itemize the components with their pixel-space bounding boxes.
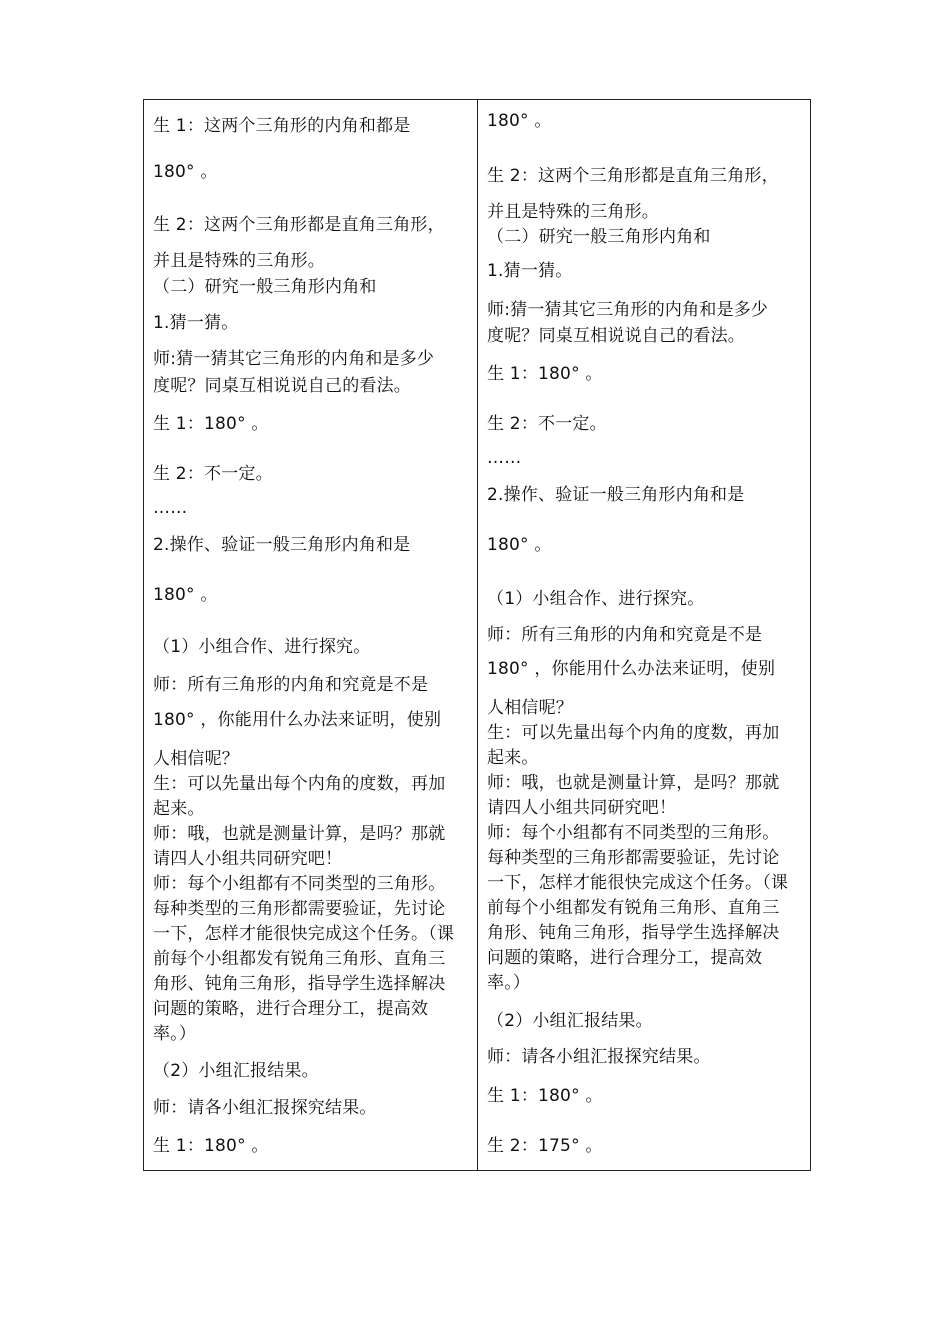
column-divider [477, 100, 478, 1170]
text-line: 角形、钝角三角形，指导学生选择解决 [487, 923, 780, 943]
text-line: （二）研究一般三角形内角和 [153, 277, 377, 297]
text-line: （2）小组汇报结果。 [487, 1011, 653, 1031]
text-line: 度呢？同桌互相说说自己的看法。 [487, 326, 745, 346]
text-line: 生 2：175° 。 [487, 1136, 603, 1156]
text-line: 起来。 [487, 748, 539, 768]
text-line: 前每个小组都发有锐角三角形、直角三 [487, 898, 780, 918]
text-line: 人相信呢？ [153, 749, 239, 769]
text-line: 生 1：180° 。 [487, 364, 603, 384]
text-line: 生 1：180° 。 [153, 414, 269, 434]
text-line: 一下，怎样才能很快完成这个任务。（课 [487, 873, 789, 893]
text-line: 生 2：这两个三角形都是直角三角形， [487, 166, 779, 186]
text-line: 每种类型的三角形都需要验证，先讨论 [487, 848, 780, 868]
text-line: 180° 。 [153, 585, 218, 605]
text-line: 请四人小组共同研究吧！ [153, 849, 343, 869]
text-line: 请四人小组共同研究吧！ [487, 798, 677, 818]
text-line: 180° 。 [487, 111, 552, 131]
text-line: （二）研究一般三角形内角和 [487, 227, 711, 247]
text-line: 师:猜一猜其它三角形的内角和是多少 [153, 349, 435, 369]
text-line: 并且是特殊的三角形。 [153, 251, 325, 271]
text-line: 师：请各小组汇报探究结果。 [153, 1098, 377, 1118]
text-line: 率。） [487, 973, 531, 993]
text-line: 角形、钝角三角形，指导学生选择解决 [153, 974, 446, 994]
text-line: 生 1：这两个三角形的内角和都是 [153, 116, 411, 136]
text-line: 问题的策略，进行合理分工，提高效 [153, 999, 429, 1019]
text-line: 2.操作、验证一般三角形内角和是 [487, 485, 745, 505]
text-line: 180° 。 [153, 162, 218, 182]
text-line: 1.猜一猜。 [487, 261, 573, 281]
text-line: 每种类型的三角形都需要验证，先讨论 [153, 899, 446, 919]
text-line: （1）小组合作、进行探究。 [487, 589, 705, 609]
text-line: 师：每个小组都有不同类型的三角形。 [487, 823, 780, 843]
text-line: 前每个小组都发有锐角三角形、直角三 [153, 949, 446, 969]
text-line: 师：所有三角形的内角和究竟是不是 [153, 675, 429, 695]
text-line: 生 1：180° 。 [487, 1086, 603, 1106]
text-line: 180° ，你能用什么办法来证明，使别 [487, 659, 776, 679]
text-line: （1）小组合作、进行探究。 [153, 637, 371, 657]
text-line: 生 2：不一定。 [153, 464, 273, 484]
text-line: 180° ，你能用什么办法来证明，使别 [153, 710, 442, 730]
text-line: 师：哦，也就是测量计算，是吗？那就 [487, 773, 780, 793]
text-line: 人相信呢？ [487, 698, 573, 718]
text-line: 率。） [153, 1024, 197, 1044]
text-line: （2）小组汇报结果。 [153, 1061, 319, 1081]
text-line: 问题的策略，进行合理分工，提高效 [487, 948, 763, 968]
text-line: 生 2：这两个三角形都是直角三角形， [153, 215, 445, 235]
lesson-table [143, 99, 811, 1171]
text-line: 生：可以先量出每个内角的度数，再加 [487, 723, 780, 743]
text-line: …… [487, 448, 522, 468]
text-line: 师：每个小组都有不同类型的三角形。 [153, 874, 446, 894]
text-line: 师：请各小组汇报探究结果。 [487, 1047, 711, 1067]
text-line: 并且是特殊的三角形。 [487, 202, 659, 222]
text-line: 度呢？同桌互相说说自己的看法。 [153, 376, 411, 396]
text-line: 生 1：180° 。 [153, 1136, 269, 1156]
text-line: 生：可以先量出每个内角的度数，再加 [153, 774, 446, 794]
text-line: 师:猜一猜其它三角形的内角和是多少 [487, 300, 769, 320]
text-line: …… [153, 498, 188, 518]
text-line: 1.猜一猜。 [153, 313, 239, 333]
text-line: 一下，怎样才能很快完成这个任务。（课 [153, 924, 455, 944]
text-line: 生 2：不一定。 [487, 414, 607, 434]
text-line: 180° 。 [487, 535, 552, 555]
text-line: 2.操作、验证一般三角形内角和是 [153, 535, 411, 555]
text-line: 师：所有三角形的内角和究竟是不是 [487, 625, 763, 645]
text-line: 师：哦，也就是测量计算，是吗？那就 [153, 824, 446, 844]
text-line: 起来。 [153, 799, 205, 819]
